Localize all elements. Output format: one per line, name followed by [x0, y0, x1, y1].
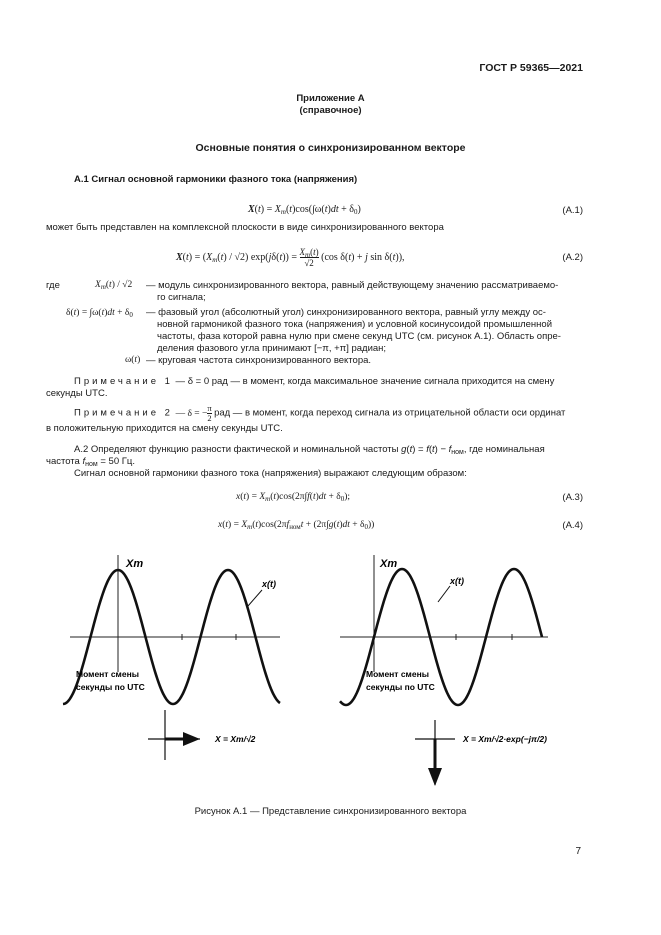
a1-text1: может быть представлен на комплексной плоскости в виде синхронизированного вектора — [46, 222, 444, 233]
def-text-phase-3: частоты, фаза которой равна нулю при смене секунд UTC (см. рисунок А.1). Область опре- — [157, 331, 561, 342]
right-amplitude-label: Xm — [380, 558, 398, 570]
left-phasor-label: X = Xm/√2 — [215, 734, 256, 744]
note-1-text2: секунды UTC. — [46, 388, 108, 399]
figure-synchrophasor — [0, 550, 661, 810]
def-text-phase-2: новной гармоникой фазного тока (напряжения) и условной косинусоидой промышленной — [157, 319, 553, 330]
left-plot — [63, 555, 280, 760]
right-phasor-arrowhead — [428, 768, 442, 786]
right-moment-line1: Момент смены — [366, 669, 429, 679]
left-moment-line2: секунды по UTC — [76, 682, 145, 692]
a2-text2: частота $f_{ном} = 50$ Гц. — [46, 456, 135, 468]
def-text-phase: — фазовый угол (абсолютный угол) синхронизированного вектора, равный углу между ос- — [146, 307, 546, 318]
equation-a2-number: (А.2) — [562, 252, 583, 263]
def-symbol-omega: ω(t) — [125, 355, 141, 365]
equation-a2: $X(t) = (X_m(t) / √2) \exp(j\delta(t))$ = $\frac{X_m(t)}{√2}$ (cos δ(t) + j sin δ(t)), — [176, 247, 405, 268]
a2-text3: Сигнал основной гармоники фазного тока (напряжения) выражают следующим образом: — [74, 468, 467, 479]
right-signal-label: x(t) — [450, 576, 464, 586]
def-symbol-phase: $\delta(t) = \int\omega(t)dt + \delta_0$ — [66, 308, 133, 319]
left-moment-line1: Момент смены — [76, 669, 139, 679]
right-signal-leader — [438, 586, 450, 602]
appendix-subtitle: (справочное) — [299, 105, 362, 116]
page-number: 7 — [575, 846, 581, 857]
right-phasor-label: X = Xm/√2·exp(−jπ/2) — [463, 734, 547, 744]
equation-a4: $x(t) = X_m(t)\cos(2\pi f_{ном}t + (2\pi\int g(t)dt + \delta_0))$ — [218, 520, 375, 531]
equation-a1-number: (А.1) — [562, 205, 583, 216]
equation-a3-number: (А.3) — [562, 492, 583, 503]
a1-heading: А.1 Сигнал основной гармоники фазного тока (напряжения) — [74, 174, 358, 185]
note-2-text: рад — в момент, когда переход сигнала из отрицательной области оси ординат — [214, 407, 566, 419]
equation-a1: $X(t) = X_m(t)\cos(\int\omega(t)dt + \delta_0)$ — [248, 204, 361, 216]
note-1-label: Примечание 1 — [74, 376, 173, 387]
note-1-text: — δ = 0 рад — в момент, когда максимальное значение сигнала приходится на смену — [172, 376, 555, 387]
def-text-phase-4: деления фазового угла принимают [−π, +π] радиан; — [157, 343, 387, 354]
right-moment-line2: секунды по UTC — [366, 682, 435, 692]
left-signal-leader — [248, 590, 262, 606]
equation-a3: $x(t) = X_m(t)\cos(2\pi\int f(t)dt + \delta_0)$; — [236, 492, 351, 503]
def-text-omega: — круговая частота синхронизированного вектора. — [146, 355, 372, 366]
left-amplitude-label: Xm — [126, 558, 144, 570]
left-signal-label: x(t) — [262, 579, 276, 589]
note-2: Примечание 2 — δ = − $\frac{\pi}{2}$ рад — в момент, когда переход сигнала из отрицательной области оси ординат — [74, 403, 566, 423]
right-plot — [340, 555, 548, 786]
note-1 — [74, 376, 554, 388]
def-text-modulus: — модуль синхронизированного вектора, равный действующему значению рассматриваемо- — [146, 280, 559, 291]
standard-number: ГОСТ Р 59365—2021 — [479, 62, 583, 74]
equation-a4-number: (А.4) — [562, 520, 583, 531]
left-phasor-arrowhead — [183, 732, 200, 746]
note-2-label: Примечание 2 — [74, 407, 173, 419]
def-symbol-modulus: $X_m(t) / √2$ — [95, 280, 133, 291]
section-title: Основные понятия о синхронизированном векторе — [195, 142, 466, 154]
where-label: где — [46, 280, 60, 291]
figure-caption: Рисунок А.1 — Представление синхронизированного вектора — [194, 806, 467, 817]
def-text-modulus-2: го сигнала; — [157, 292, 206, 303]
appendix-title: Приложение А — [296, 93, 365, 104]
a2-text1: А.2 Определяют функцию разности фактической и номинальной частоты $g(t) = f(t) - f_{ном}$, где номинальная — [74, 444, 545, 456]
note-2-text2: в положительную приходится на смену секунды UTC. — [46, 423, 283, 434]
